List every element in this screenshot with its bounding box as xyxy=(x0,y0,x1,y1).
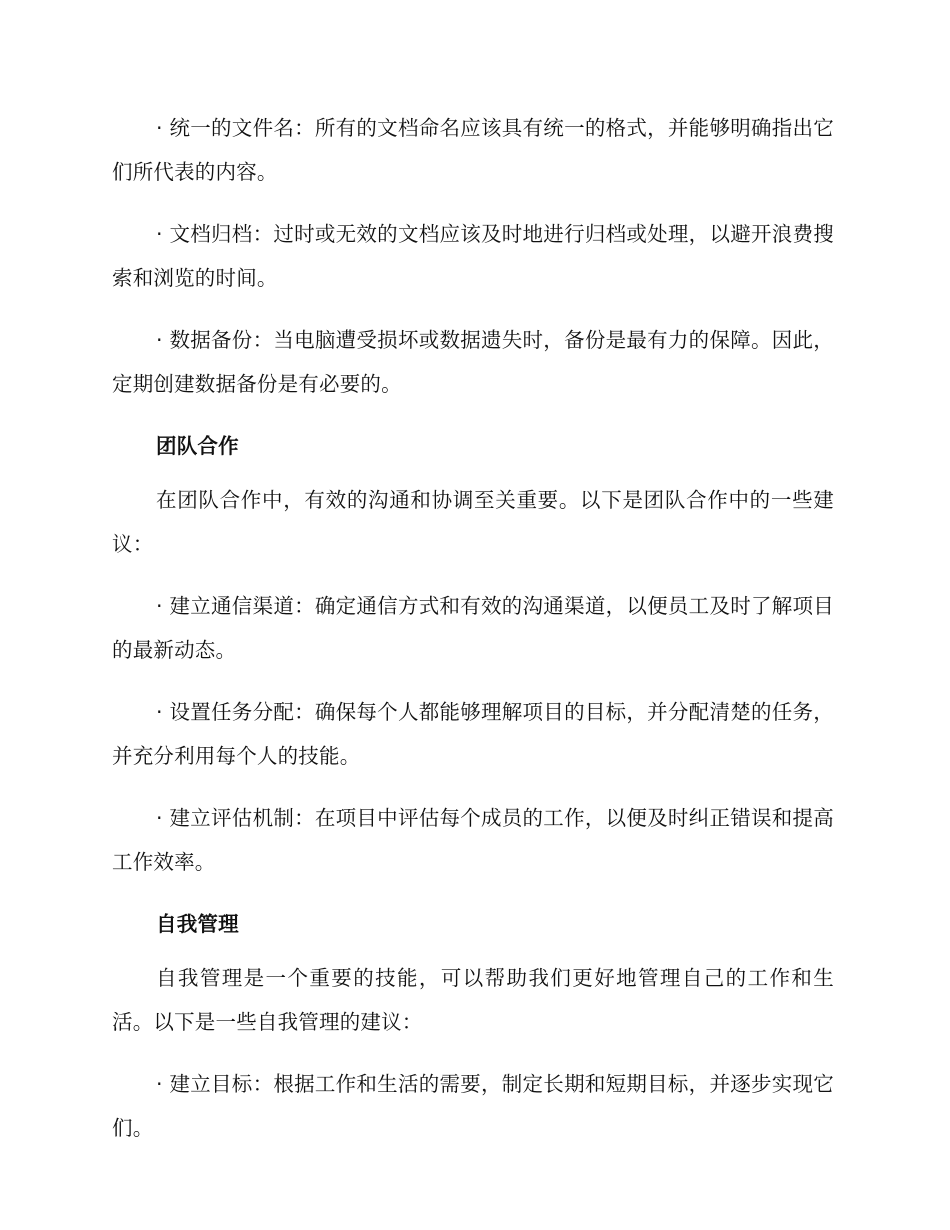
paragraph-document-archive: · 文档归档：过时或无效的文档应该及时地进行归档或处理，以避开浪费搜索和浏览的时间。 xyxy=(112,222,834,290)
paragraph-team-task-assignment: · 设置任务分配：确保每个人都能够理解项目的目标，并分配清楚的任务，并充分利用每个人的技能。 xyxy=(112,700,834,768)
paragraph-team-intro: 在团队合作中，有效的沟通和协调至关重要。以下是团队合作中的一些建议： xyxy=(112,488,834,556)
document-body xyxy=(112,106,834,1168)
paragraph-data-backup: · 数据备份：当电脑遭受损坏或数据遗失时，备份是最有力的保障。因此，定期创建数据备份是有必要的。 xyxy=(112,328,834,396)
heading-team-work: 团队合作 xyxy=(156,434,239,458)
paragraph-team-evaluation: · 建立评估机制：在项目中评估每个成员的工作，以便及时纠正错误和提高工作效率。 xyxy=(112,806,834,874)
paragraph-unified-filename: · 统一的文件名：所有的文档命名应该具有统一的格式，并能够明确指出它们所代表的内容。 xyxy=(112,116,834,184)
paragraph-self-intro: 自我管理是一个重要的技能，可以帮助我们更好地管理自己的工作和生活。以下是一些自我管理的建议： xyxy=(112,966,834,1034)
paragraph-team-communication: · 建立通信渠道：确定通信方式和有效的沟通渠道，以便员工及时了解项目的最新动态。 xyxy=(112,594,834,662)
paragraph-self-goals: · 建立目标：根据工作和生活的需要，制定长期和短期目标，并逐步实现它们。 xyxy=(112,1072,834,1140)
heading-self-management: 自我管理 xyxy=(156,912,239,936)
